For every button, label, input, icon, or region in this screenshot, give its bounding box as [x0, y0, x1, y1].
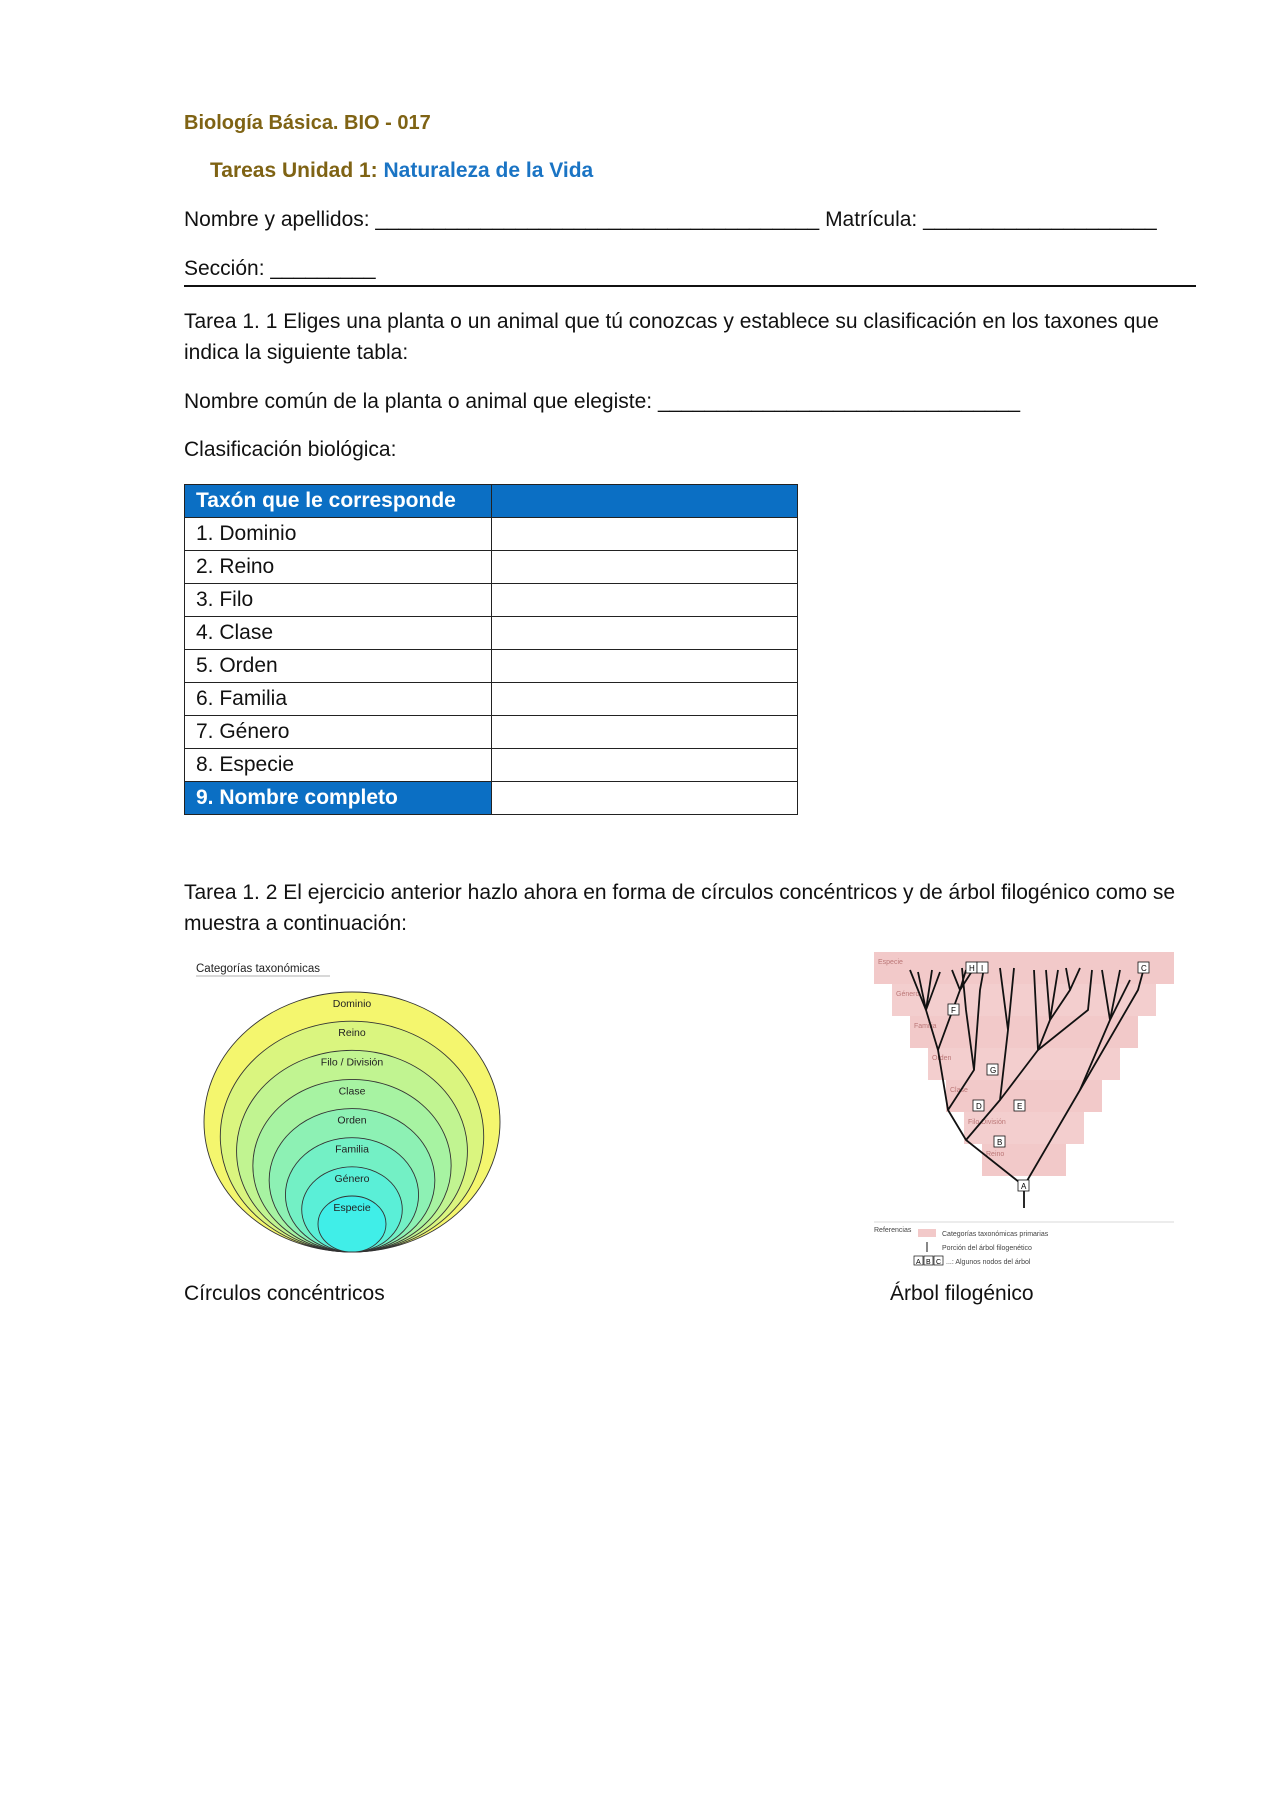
- taxon-answer-cell[interactable]: [492, 584, 798, 617]
- circle-label-3: Filo / División: [320, 1056, 384, 1069]
- node-c: C: [1141, 964, 1147, 973]
- taxon-label: 5. Orden: [185, 650, 492, 683]
- taxon-answer-cell[interactable]: [492, 749, 798, 782]
- band-label-orden: Orden: [932, 1055, 952, 1062]
- classification-label: Clasificación biológica:: [184, 438, 397, 461]
- full-name-answer-cell[interactable]: [492, 782, 798, 815]
- taxon-answer-cell[interactable]: [492, 518, 798, 551]
- circle-label-7: Género: [334, 1172, 370, 1185]
- circles-figure-title: Categorías taxonómicas: [196, 963, 321, 975]
- table-row: [185, 716, 798, 749]
- taxon-answer-cell[interactable]: [492, 716, 798, 749]
- taxon-label: 2. Reino: [185, 551, 492, 584]
- circles-caption: Círculos concéntricos: [184, 1282, 385, 1305]
- taxon-label: 1. Dominio: [185, 518, 492, 551]
- legend-item-bands: Categorías taxonómicas primarias: [942, 1231, 1049, 1238]
- taxon-answer-cell[interactable]: [492, 617, 798, 650]
- band-label-reino: Reino: [986, 1151, 1005, 1158]
- taxon-answer-cell[interactable]: [492, 650, 798, 683]
- node-b: B: [997, 1138, 1003, 1147]
- table-row: [185, 650, 798, 683]
- table-row: [185, 584, 798, 617]
- node-g: G: [990, 1066, 997, 1075]
- band-label-familia: Familia: [914, 1023, 937, 1030]
- taxon-label: 3. Filo: [185, 584, 492, 617]
- circle-label-4: Clase: [338, 1085, 366, 1098]
- band-label-clase: Clase: [950, 1087, 968, 1094]
- taxonomic-bands: [874, 952, 1174, 1176]
- node-e: E: [1017, 1102, 1023, 1111]
- unit-heading: [210, 156, 593, 186]
- table-row: [185, 518, 798, 551]
- table-header-row: [185, 485, 798, 518]
- band-reino: [982, 1144, 1066, 1176]
- node-h: H: [969, 964, 975, 973]
- unit-label: Tareas Unidad 1:: [210, 159, 378, 182]
- node-i: I: [981, 964, 984, 973]
- section-line: Sección: _________: [184, 257, 376, 280]
- table-row: [185, 551, 798, 584]
- legend-item-nodes: ...: Algunos nodos del árbol: [946, 1259, 1031, 1266]
- table-row: [185, 683, 798, 716]
- tree-legend: [874, 1222, 1174, 1266]
- concentric-circles-figure: [190, 958, 520, 1258]
- task2-instructions: Tarea 1. 2 El ejercicio anterior hazlo ahora en forma de círculos concéntricos y de árbol filogénico como se muestra a continuación:: [184, 881, 1176, 935]
- unit-title: Naturaleza de la Vida: [383, 159, 594, 182]
- legend-box-b: B: [926, 1259, 931, 1266]
- band-label-genero: Género: [896, 991, 920, 998]
- legend-box-c: C: [936, 1259, 942, 1266]
- full-name-label: 9. Nombre completo: [185, 782, 492, 815]
- band-label-especie: Especie: [878, 959, 903, 966]
- common-name-line: Nombre común de la planta o animal que elegiste: _______________________________: [184, 390, 1021, 413]
- table-footer-row: [185, 782, 798, 815]
- taxon-label: 4. Clase: [185, 617, 492, 650]
- taxon-label: 6. Familia: [185, 683, 492, 716]
- circle-label-1: Dominio: [332, 998, 372, 1010]
- node-d: D: [976, 1102, 982, 1111]
- circle-label-6: Familia: [335, 1143, 369, 1156]
- taxon-table: [184, 484, 798, 815]
- task1-instructions: Tarea 1. 1 Eliges una planta o un animal que tú conozcas y establece su clasificación en los taxones que indica la siguiente tabla:: [184, 310, 1159, 364]
- course-title: Biología Básica. BIO - 017: [184, 112, 431, 134]
- table-header-cell: Taxón que le corresponde: [185, 485, 492, 518]
- student-name-line: Nombre y apellidos: ______________________________________ Matrícula: ____________________: [184, 208, 1157, 231]
- tree-caption: Árbol filogénico: [890, 1282, 1034, 1305]
- node-a: A: [1021, 1182, 1027, 1191]
- table-row: [185, 617, 798, 650]
- taxon-label: 7. Género: [185, 716, 492, 749]
- table-header-empty: [492, 485, 798, 518]
- legend-item-branch: Porción del árbol filogenético: [942, 1245, 1032, 1252]
- legend-box-a: A: [916, 1259, 921, 1266]
- band-label-filo: Filo División: [968, 1119, 1006, 1126]
- taxon-answer-cell[interactable]: [492, 683, 798, 716]
- band-filo: [964, 1112, 1084, 1144]
- legend-title: Referencias: [874, 1227, 912, 1234]
- header-divider: [184, 285, 1196, 287]
- circle-label-5: Orden: [337, 1114, 367, 1127]
- phylogenetic-tree-figure: [870, 950, 1180, 1275]
- circle-label-2: Reino: [338, 1027, 366, 1040]
- table-row: [185, 749, 798, 782]
- taxon-label: 8. Especie: [185, 749, 492, 782]
- taxon-answer-cell[interactable]: [492, 551, 798, 584]
- circle-label-8: Especie: [333, 1202, 371, 1214]
- node-f: F: [951, 1006, 956, 1015]
